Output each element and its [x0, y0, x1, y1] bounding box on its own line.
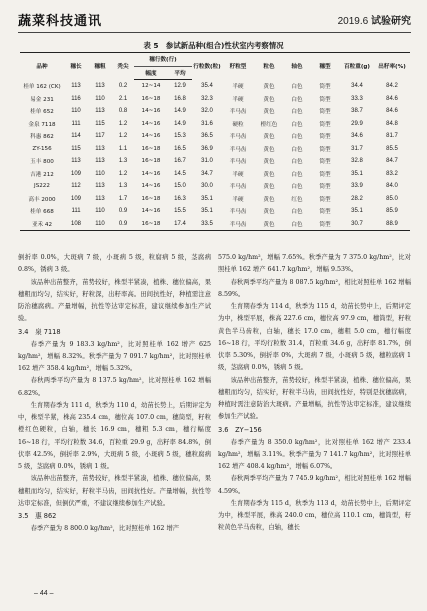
paragraph: 生育期春季为 111 d，秋季为 110 d，幼苗长势上，后期评定为中，株型半紧，株高 235.4 cm，穗位高 107.0 cm，穗筒型，籽粒橙红色硬粒，白轴，穗长 16.9 cm，穗粗 5.3 cm，穗行幅度 16~18 行，平均行粒数 34.6，百粒重 29.9 g，出籽率 84.8%，倒伏率 42.5%，倒折率 2.9%，大斑病 5 级，小斑病 5 级，穗粒腐病 5 级，茎腐病 0.0%，锈病 1 级。 — [18, 401, 211, 470]
table-cell: 半硬 — [232, 171, 244, 178]
table-cell: 1.3 — [118, 158, 128, 165]
table-cell: 白色 — [291, 121, 303, 128]
table-cell: 半硬 — [232, 196, 244, 203]
table-cell: 16~18 — [134, 218, 168, 231]
table-cell: 1.7 — [118, 195, 128, 202]
table-caption: 表 5 参试新品种(组合)性状室内考察情况 — [143, 41, 284, 50]
left-column — [18, 252, 211, 535]
table-cell: 半硬 — [232, 84, 244, 90]
table-row — [20, 118, 410, 131]
table-row — [20, 180, 410, 193]
table-cell: 28.2 — [351, 195, 363, 202]
table-cell: 30.7 — [340, 218, 374, 231]
table-cell: 筒型 — [319, 184, 331, 191]
table-row — [20, 218, 410, 231]
header-grain-type: 籽粒型 — [222, 53, 254, 80]
table-cell: 黄色 — [263, 171, 275, 178]
table-cell: 白色 — [291, 84, 303, 90]
table-cell: 筒型 — [319, 209, 331, 216]
table-cell: 31.7 — [351, 145, 363, 152]
table-cell: 84.7 — [386, 158, 398, 165]
table-cell: 桂单 162 (CK) — [23, 84, 61, 90]
table-cell: 黄色 — [263, 159, 275, 166]
table-cell: 半马齿 — [222, 218, 254, 231]
table-cell: 32.3 — [201, 95, 213, 102]
table-cell: 88.9 — [374, 218, 410, 231]
table-cell: 35.1 — [351, 208, 363, 215]
table-cell: 黄色 — [263, 146, 275, 153]
table-cell: 110 — [71, 108, 81, 115]
header-bald-tip: 秃尖 — [112, 53, 134, 80]
table-cell: 35.1 — [201, 208, 213, 215]
table-cell: 1.2 — [118, 120, 128, 127]
table-cell: 0.2 — [118, 83, 128, 89]
table-cell: 筒型 — [319, 171, 331, 178]
table-cell: 白色 — [291, 209, 303, 216]
header-grains-per-row: 行粒数(粒) — [192, 53, 222, 80]
table-cell: 半马齿 — [229, 209, 247, 216]
table-cell: 108 — [64, 218, 88, 231]
traits-table — [20, 52, 410, 231]
table-cell: 36.9 — [201, 145, 213, 152]
table-cell: 黄色 — [263, 134, 275, 141]
table-cell: 15.5 — [174, 208, 186, 215]
paragraph: 575.0 kg/hm²，增幅 7.65%。秋季产量为 7 375.0 kg/hm²，比对照桂单 162 增产 641.7 kg/hm²，增幅 9.53%。 — [218, 254, 411, 274]
paragraph: 该品种出苗整齐，苗势较好，株型半紧凑，植株、穗位偏高，果穗粗而均匀，结实好，籽粒半马齿，田间抗性好。产量增幅，抗性等达审定标准，但倒伏严重，不建议继续参加生产试验。 — [18, 475, 211, 507]
table-cell: 111 — [71, 208, 81, 215]
issue-info — [338, 12, 411, 27]
table-cell: 36.5 — [201, 133, 213, 140]
table-cell: 110 — [95, 170, 105, 177]
table-row — [20, 155, 410, 168]
table-cell: 半马齿 — [229, 184, 247, 191]
table-cell: 12.9 — [174, 83, 186, 90]
table-cell: 黄色 — [263, 196, 275, 203]
table-cell: 14~16 — [141, 120, 161, 127]
table-cell: 17.4 — [168, 218, 192, 231]
table-cell: 0.9 — [118, 208, 128, 215]
table-cell: 16.3 — [174, 195, 186, 202]
table-cell: 111 — [71, 120, 81, 127]
table-cell: 科惠 862 — [30, 134, 54, 141]
table-cell: 半马齿 — [229, 109, 247, 116]
table-cell: 33.3 — [351, 95, 363, 102]
table-cell: 35.1 — [201, 195, 213, 202]
table-cell: 16.5 — [174, 145, 186, 152]
table-row — [20, 205, 410, 218]
table-cell: 16.8 — [174, 95, 186, 102]
table-cell: 34.7 — [201, 170, 213, 177]
table-cell: 筒型 — [319, 134, 331, 141]
table-cell: 83.2 — [386, 170, 398, 177]
table-cell: 筒型 — [319, 196, 331, 203]
table-cell: 15.3 — [174, 133, 186, 140]
table-cell: 30.0 — [201, 183, 213, 190]
table-cell: 16~18 — [141, 95, 161, 102]
table-cell: 筒型 — [319, 96, 331, 103]
header-grain-color: 粒色 — [254, 53, 284, 80]
table-cell: 84.2 — [386, 83, 398, 89]
table-cell: 35.1 — [351, 170, 363, 177]
table-cell: 筒型 — [310, 218, 340, 231]
table-cell: 113 — [95, 145, 105, 152]
table-cell: 1.3 — [118, 183, 128, 190]
table-cell: 半硬 — [232, 96, 244, 103]
paragraph: 春秋两季平均产量为 8 137.5 kg/hm²，比对照桂单 162 增幅 6.82%。 — [18, 377, 211, 397]
table-cell: 115 — [71, 145, 81, 152]
table-cell: 半马齿 — [229, 134, 247, 141]
table-cell: 84.6 — [386, 95, 398, 102]
paragraph: 该品种出苗整齐，苗势较好，株型半紧凑，植株、穗位偏高，果穗粗而均匀，结实好，籽粒深，出籽率高。田间抗性好，种植需注意防治穗腐病。产量增幅，抗性等达审定标准，建议继续参加生产试验。 — [18, 278, 211, 323]
table-row — [20, 93, 410, 106]
right-column — [218, 252, 411, 535]
table-cell: 16~18 — [141, 145, 161, 152]
section-heading: 3.5 惠 862 — [18, 512, 57, 520]
table-cell: 14.9 — [174, 120, 186, 127]
paragraph: 春季产量为 8 350.0 kg/hm²，比对照桂单 162 增产 233.4 kg/hm²，增幅 3.11%。秋季产量为 7 141.7 kg/hm²，比对照桂单 162 增产 408.4 kg/hm²，增幅 6.07%。 — [218, 438, 411, 470]
table-cell: 110 — [95, 208, 105, 215]
table-cell: 白色 — [284, 218, 310, 231]
table-cell: 38.7 — [351, 108, 363, 115]
table-cell: 84.0 — [386, 183, 398, 190]
table-cell: 113 — [95, 183, 105, 190]
paragraph: 生育期春季为 114 d，秋季为 115 d，幼苗长势中上，后期评定为中，株型平展，株高 227.6 cm，穗位高 97.9 cm，穗筒型，籽粒黄色半马齿粒，白轴，穗长 17.0 cm，穗粗 5.0 cm，穗行幅度 16~18 行，平均行粒数 31.4，百粒重 34.6 g，出籽率 81.7%，倒伏率 5.30%，倒折率 0%，大斑病 7 级，小斑病 5 级，穗粒腐病 1 级，茎腐病 0.0%，锈病 5 级。 — [218, 303, 411, 372]
table-cell: 筒型 — [319, 159, 331, 166]
table-cell: 85.0 — [386, 195, 398, 202]
table-row — [20, 193, 410, 206]
table-cell: 易金 231 — [30, 96, 54, 103]
table-cell: 16~18 — [141, 158, 161, 165]
header-ear-length: 穗长 — [64, 53, 88, 80]
table-cell: 白色 — [291, 96, 303, 103]
table-row — [20, 168, 410, 181]
table-cell: 110 — [95, 95, 105, 102]
header-cob-color: 轴色 — [284, 53, 310, 80]
table-cell: 12~14 — [141, 83, 161, 90]
header-variety: 品种 — [20, 53, 64, 80]
table-cell: 84.6 — [386, 108, 398, 115]
table-cell: 半马齿 — [229, 159, 247, 166]
table-row — [20, 105, 410, 118]
table-cell: 1.2 — [118, 170, 128, 177]
table-cell: 吉港 212 — [30, 171, 54, 178]
table-cell: 33.9 — [351, 183, 363, 190]
table-cell: 黄色 — [263, 96, 275, 103]
table-cell: 85.9 — [386, 208, 398, 215]
section-heading: 3.4 泉 7118 — [18, 327, 61, 336]
paragraph: 春秋两季平均产量为 8 087.5 kg/hm²，相比对照桂单 162 增幅 8.59%。 — [218, 278, 411, 298]
journal-logo: 蔬菜科技通讯 — [18, 14, 103, 29]
header-rule — [18, 32, 411, 33]
table-cell: 白色 — [291, 159, 303, 166]
table-cell: 113 — [71, 158, 81, 165]
table-cell: 白色 — [291, 109, 303, 116]
table-cell: 金泉 7118 — [28, 121, 56, 128]
table-cell: 黄色 — [254, 218, 284, 231]
table-cell: 112 — [71, 183, 81, 190]
table-cell: 113 — [95, 108, 105, 115]
table-cell: 白色 — [291, 171, 303, 178]
issue-number: 2019.6 — [337, 16, 369, 27]
table-cell: 14~16 — [141, 108, 161, 115]
table-cell: 31.6 — [201, 120, 213, 127]
table-cell: 16.7 — [174, 158, 186, 165]
table-cell: 113 — [95, 195, 105, 202]
table-cell: 1.1 — [118, 145, 128, 152]
table-cell: 玉丰 800 — [30, 159, 54, 166]
table-cell: 32.0 — [201, 108, 213, 115]
table-cell: 14~16 — [141, 133, 161, 140]
table-cell: 81.7 — [386, 133, 398, 140]
table-cell: 黄色 — [263, 84, 275, 90]
table-cell: 109 — [70, 170, 81, 177]
table-cell: 2.1 — [118, 95, 128, 102]
table-cell: 筒型 — [319, 121, 331, 128]
table-cell: 亚禾 42 — [20, 218, 64, 231]
table-cell: 116 — [71, 95, 81, 102]
table-cell: 筒型 — [319, 146, 331, 153]
table-cell: 14~16 — [141, 208, 161, 215]
table-cell: 1.2 — [118, 133, 128, 140]
table-cell: 筒型 — [319, 109, 331, 116]
table-cell: 桂单 668 — [30, 209, 54, 216]
table-cell: 14~16 — [141, 183, 161, 190]
header-row-range: 幅度 — [134, 66, 168, 80]
table-cell: 硬粒 — [232, 121, 244, 128]
table-row — [20, 130, 410, 143]
table-cell: 15.0 — [174, 183, 186, 190]
table-cell: 115 — [95, 120, 105, 127]
table-cell: 29.9 — [351, 120, 363, 127]
header-yield-rate: 出籽率(%) — [374, 53, 410, 80]
table-cell: 34.6 — [351, 133, 363, 140]
page-header — [18, 8, 411, 34]
table-cell: 16~18 — [141, 195, 161, 202]
table-cell: 0.9 — [112, 218, 134, 231]
table-cell: 黄色 — [263, 184, 275, 191]
header-ear-thickness: 穗粗 — [88, 53, 112, 80]
table-cell: 85.5 — [386, 145, 398, 152]
table-cell: 0.8 — [118, 108, 128, 115]
table-cell: 筒型 — [319, 84, 331, 90]
table-cell: 34.4 — [351, 83, 363, 89]
table-cell: 14.5 — [174, 170, 186, 177]
table-cell: 白色 — [291, 134, 303, 141]
table-cell: 14~16 — [141, 170, 161, 177]
table-cell: 橙红色 — [260, 121, 278, 128]
table-cell: 白色 — [291, 146, 303, 153]
table-cell: 32.8 — [351, 158, 363, 165]
paragraph: 该品种出苗整齐，苗势较好，株型半紧凑，植株、穗位偏高，果穗粗而均匀，结实好，籽粒半马齿，田间抗性好，特别是抗穗腐病，种植时需注意防治大斑病。产量增幅，抗性等达审定标准，建议继续参加生产试验。 — [218, 376, 411, 421]
table-cell: 110 — [88, 218, 112, 231]
table-cell: 84.8 — [386, 120, 398, 127]
section-title: 试验研究 — [371, 16, 411, 27]
table-cell: 黄色 — [263, 209, 275, 216]
table-cell: 114 — [71, 133, 81, 140]
paragraph: 春秋两季平均产量为 7 745.9 kg/hm²，相比对照桂单 162 增幅 4.59%。 — [218, 475, 411, 495]
header-ear-type: 穗型 — [310, 53, 340, 80]
paragraph: 生育期春季为 115 d，秋季为 113 d，幼苗长势中上，后期评定为中，株型平展，株高 240.0 cm，穗位高 110.1 cm，穗筒型，籽粒黄色半马齿粒，白轴，穗长 — [218, 499, 411, 532]
header-row-average: 平均 — [168, 66, 192, 80]
table-cell: 33.5 — [192, 218, 222, 231]
table-cell: 高丰 2000 — [28, 196, 56, 203]
table-cell: 113 — [95, 83, 105, 89]
table-cell: 31.0 — [201, 158, 213, 165]
header-rows-group: 穗行数(行) — [134, 53, 192, 67]
table-cell: 半马齿 — [229, 146, 247, 153]
paragraph: 倒折率 0.0%，大斑病 7 级，小斑病 5 级，粒腐病 5 级，茎腐病 0.8%，锈病 3 级。 — [18, 254, 211, 274]
page-number: – 44 – — [34, 590, 54, 597]
table-cell: 35.4 — [201, 83, 213, 89]
header-100-grain-weight: 百粒重(g) — [340, 53, 374, 80]
table-cell: 14.9 — [174, 108, 186, 115]
table-cell: 黄色 — [263, 109, 275, 116]
paragraph: 春季产量为 8 800.0 kg/hm²，比对照桂单 162 增产 — [30, 525, 180, 532]
table-cell: 桂单 652 — [30, 109, 54, 116]
table-row — [20, 80, 410, 93]
table-cell: 113 — [71, 83, 81, 89]
paragraph: 春季产量为 9 183.3 kg/hm²，比对照桂单 162 增产 625 kg/hm²，增幅 8.32%。秋季产量为 7 091.7 kg/hm²，比对照桂单 162 增产 358.4 kg/hm²，增幅 5.32%。 — [18, 340, 211, 372]
table-cell: JS222 — [34, 183, 50, 190]
table-cell: ZY-156 — [32, 145, 52, 152]
section-heading: 3.6 ZY−156 — [218, 425, 262, 434]
table-row — [20, 143, 410, 156]
table-cell: 109 — [70, 195, 81, 202]
table-cell: 红色 — [291, 196, 303, 203]
table-cell: 白色 — [291, 184, 303, 191]
table-cell: 117 — [95, 133, 105, 140]
table-cell: 113 — [95, 158, 105, 165]
